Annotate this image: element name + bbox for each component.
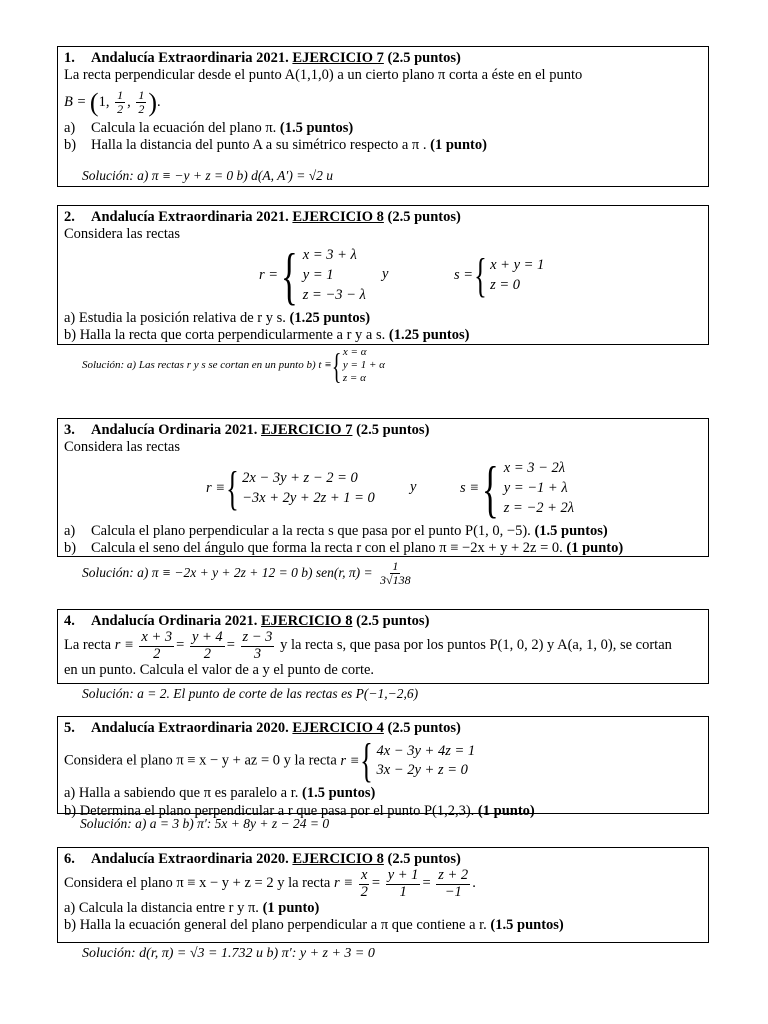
exercise-1-statement: La recta perpendicular desde el punto A(1,1,0) a un cierto plano π corta a éste en el punto xyxy=(64,67,583,84)
exercise-4-line2: en un punto. Calcula el valor de a y el punto de corte. xyxy=(64,661,375,678)
exercise-4-header: 4. Andalucía Ordinaria 2021. EJERCICIO 8 (2.5 puntos) xyxy=(64,613,430,629)
line-r-system: r = { x = 3 + λ y = 1 z = −3 − λ xyxy=(259,239,366,311)
fraction: $\frac{1}{2}$ xyxy=(117,88,124,116)
fraction: $\frac{x + 3}{2}$ xyxy=(141,629,173,662)
exercise-1-part-a: a) Calcula la ecuación del plano π. (1.5 puntos) xyxy=(64,119,354,136)
exercise-1-part-b: b) Halla la distancia del punto A a su simétrico respecto a π . (1 punto) xyxy=(64,137,487,154)
exercise-2-intro: Considera las rectas xyxy=(64,226,180,243)
line-t-system: t ≡ { x = α y = 1 + α z = α xyxy=(318,345,385,386)
exercise-1 xyxy=(57,46,709,187)
exercise-6-solution: Solución: d(r, π) = √3 = 1.732 u b) π′: y + z + 3 = 0 xyxy=(82,946,375,961)
exercise-2-systems: r = { x = 3 + λ y = 1 z = −3 − λ y s = { x + y = 1 z = 0 xyxy=(259,239,545,311)
exercise-1-solution: Solución: a) π ≡ −y + z = 0 b) d(A, A′) = √2 u xyxy=(82,168,334,183)
exercise-5-statement: Considera el plano π ≡ x − y + az = 0 y la recta r ≡ { 4x − 3y + 4z = 1 3x − 2y + z = 0 xyxy=(64,734,476,788)
exercise-2-header: 2. Andalucía Extraordinaria 2021. EJERCICIO 8 (2.5 puntos) xyxy=(64,209,461,225)
exercise-3-solution: Solución: a) π ≡ −2x + y + 2z + 12 = 0 b) sen(r, π) = $\frac{1}{3√138}$ xyxy=(82,559,411,587)
line-s-system: s = { x + y = 1 z = 0 xyxy=(454,248,545,302)
exercise-2-part-a: a) Estudia la posición relativa de r y s. (1.25 puntos) xyxy=(64,309,371,326)
exercise-2-solution: Solución: a) Las rectas r y s se cortan en un punto b) t ≡ { x = α y = 1 + α z = α xyxy=(82,345,385,386)
fraction: $\frac{1}{3√138}$ xyxy=(380,559,411,587)
exercise-3-header: 3. Andalucía Ordinaria 2021. EJERCICIO 7 (2.5 puntos) xyxy=(64,422,430,438)
exercise-6-part-b: b) Halla la ecuación general del plano perpendicular a π que contiene a r. (1.5 puntos) xyxy=(64,917,564,934)
exercise-3-systems: r ≡ { 2x − 3y + z − 2 = 0 −3x + 2y + 2z + 1 = 0 y s ≡ { x = 3 − 2λ y = −1 + λ z = −2 + 2λ xyxy=(206,452,575,524)
exercise-5-part-a: a) Halla a sabiendo que π es paralelo a r. (1.5 puntos) xyxy=(64,785,376,802)
exercise-4-solution: Solución: a = 2. El punto de corte de las rectas es P(−1,−2,6) xyxy=(82,686,419,701)
exercise-4 xyxy=(57,609,709,684)
exercise-3-intro: Considera las rectas xyxy=(64,439,180,456)
exercise-5-solution: Solución: a) a = 3 b) π′: 5x + 8y + z − 24 = 0 xyxy=(80,816,330,831)
line-r-system: r ≡ { 2x − 3y + z − 2 = 0 −3x + 2y + 2z + 1 = 0 xyxy=(206,461,375,515)
exercise-2-part-b: b) Halla la recta que corta perpendicularmente a r y a s. (1.25 puntos) xyxy=(64,327,470,344)
fraction: $\frac{z + 2}{-1}$ xyxy=(438,867,469,900)
exercise-3-part-a: a) Calcula el plano perpendicular a la recta s que pasa por el punto P(1, 0, −5). (1.5 puntos) xyxy=(64,522,608,539)
exercise-2 xyxy=(57,205,709,345)
exercise-5-header: 5. Andalucía Extraordinaria 2020. EJERCICIO 4 (2.5 puntos) xyxy=(64,720,461,736)
exercise-1-header: 1. Andalucía Extraordinaria 2021. EJERCICIO 7 (2.5 puntos) xyxy=(64,50,461,66)
exercise-5-part-b: b) Determina el plano perpendicular a r que pasa por el punto P(1,2,3). (1 punto) xyxy=(64,802,535,819)
fraction: $\frac{x}{2}$ xyxy=(360,867,368,900)
point-b: B = (1, $\frac{1}{2}$ , $\frac{1}{2}$ ). xyxy=(64,87,161,117)
exercise-6-header: 6. Andalucía Extraordinaria 2020. EJERCICIO 8 (2.5 puntos) xyxy=(64,851,461,867)
fraction: $\frac{z - 3}{3}$ xyxy=(242,629,273,662)
exercise-6-part-a: a) Calcula la distancia entre r y π. (1 punto) xyxy=(64,899,320,916)
fraction: $\frac{y + 1}{1}$ xyxy=(387,867,419,900)
exercise-6-statement: Considera el plano π ≡ x − y + z = 2 y la recta r ≡ $\frac{x}{2}$ = $\frac{y + 1}{1}$ = $\frac{z + 2}{-1}$ . xyxy=(64,867,476,900)
line-r-system: r ≡ { 4x − 3y + 4z = 1 3x − 2y + z = 0 xyxy=(340,734,476,788)
exercise-3 xyxy=(57,418,709,557)
fraction: $\frac{y + 4}{2}$ xyxy=(191,629,223,662)
exercise-4-statement: La recta r ≡ $\frac{x + 3}{2}$ = $\frac{y + 4}{2}$ = $\frac{z - 3}{3}$ y la recta s, que pasa por los puntos P(1, 0, 2) y A(a, 1, 0), se cortan xyxy=(64,629,672,662)
line-s-system: s ≡ { x = 3 − 2λ y = −1 + λ z = −2 + 2λ xyxy=(460,452,575,524)
exercise-3-part-b: b) Calcula el seno del ángulo que forma la recta r con el plano π ≡ −2x + y + 2z = 0. (1 punto) xyxy=(64,540,624,557)
fraction: $\frac{1}{2}$ xyxy=(138,88,145,116)
exercise-5 xyxy=(57,716,709,819)
exercise-6 xyxy=(57,847,709,943)
